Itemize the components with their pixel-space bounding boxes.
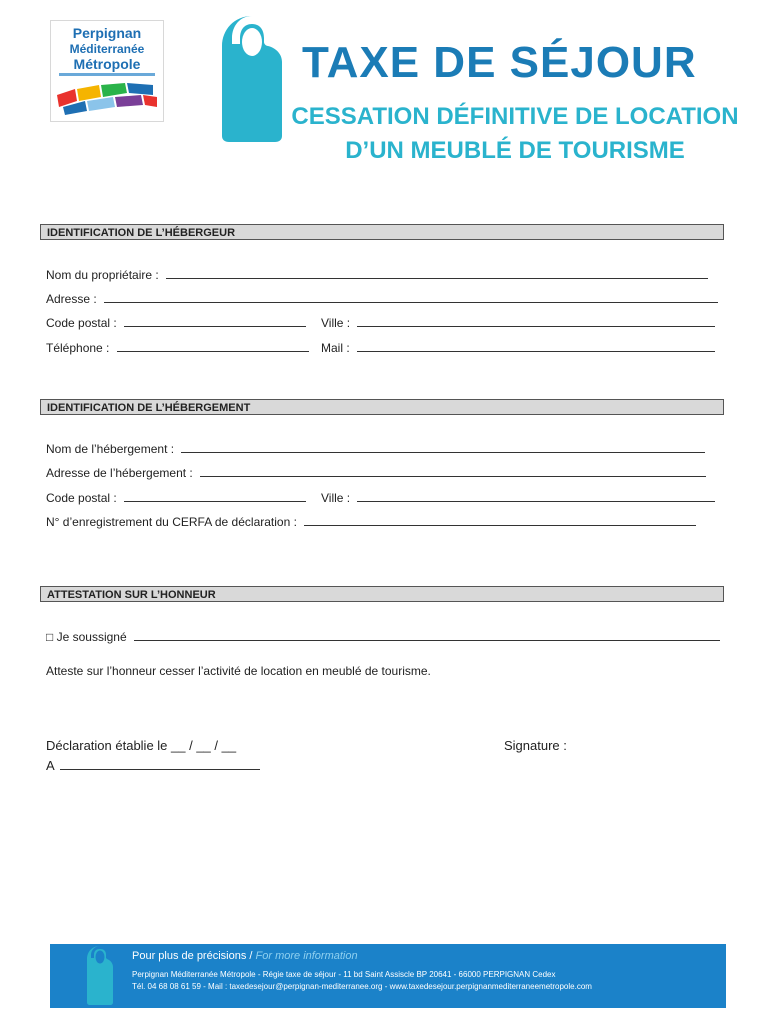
- page-title: TAXE DE SÉJOUR: [302, 38, 697, 87]
- section-header-hebergement: IDENTIFICATION DE L’HÉBERGEMENT: [40, 399, 724, 415]
- lodging-postcode-row: [46, 490, 306, 505]
- postcode-label: Code postal :: [46, 316, 117, 330]
- undersigned-field[interactable]: [134, 629, 720, 641]
- footer-contact[interactable]: Tél. 04 68 08 61 59 - Mail : taxedesejour@perpignan-mediterranee.org - www.taxedesejour.perpignanmediterraneemetropole.com: [132, 982, 592, 991]
- logo-map-blocks: [55, 81, 159, 117]
- postcode-row: [46, 315, 306, 330]
- section-header-attestation: ATTESTATION SUR L’HONNEUR: [40, 586, 724, 602]
- lodging-address-row: [46, 465, 706, 480]
- page-subtitle: [290, 100, 740, 168]
- lodging-postcode-field[interactable]: [124, 490, 306, 502]
- address-label: Adresse :: [46, 292, 97, 306]
- place-label: A: [46, 758, 55, 773]
- metropole-logo: [50, 20, 164, 122]
- signature-label: Signature :: [504, 738, 567, 753]
- undersigned-row: [46, 629, 720, 644]
- lodging-postcode-label: Code postal :: [46, 491, 117, 505]
- door-hanger-icon: [220, 14, 284, 144]
- mail-label: Mail :: [321, 341, 350, 355]
- cerfa-row: [46, 514, 696, 529]
- logo-line1: Perpignan: [72, 25, 142, 41]
- lodging-address-field[interactable]: [200, 465, 706, 477]
- cerfa-label: N° d’enregistrement du CERFA de déclaration :: [46, 515, 297, 529]
- address-field[interactable]: [104, 291, 718, 303]
- logo-line3: Métropole: [73, 56, 141, 72]
- postcode-field[interactable]: [124, 315, 306, 327]
- phone-row: [46, 340, 309, 355]
- place-row: [46, 758, 260, 773]
- lodging-city-label: Ville :: [321, 491, 351, 505]
- phone-field[interactable]: [117, 340, 309, 352]
- owner-name-label: Nom du propriétaire :: [46, 268, 159, 282]
- subtitle-line1: CESSATION DÉFINITIVE DE LOCATION: [291, 103, 739, 130]
- section-header-hebergeur: IDENTIFICATION DE L’HÉBERGEUR: [40, 224, 724, 240]
- logo-tagline-bar: [59, 73, 155, 76]
- footer-heading: [132, 950, 358, 962]
- cerfa-field[interactable]: [304, 514, 696, 526]
- mail-row: [321, 340, 715, 355]
- declaration-date[interactable]: Déclaration établie le __ / __ / __: [46, 738, 237, 753]
- footer-heading-fr: Pour plus de précisions /: [132, 950, 253, 962]
- subtitle-line2: D’UN MEUBLÉ DE TOURISME: [345, 137, 685, 164]
- footer-address: Perpignan Méditerranée Métropole - Régie taxe de séjour - 11 bd Saint Assiscle BP 20641 - 66000 PERPIGNAN Cedex: [132, 970, 556, 979]
- footer-heading-en: For more information: [255, 950, 358, 962]
- lodging-name-field[interactable]: [181, 441, 705, 453]
- city-row: [321, 315, 715, 330]
- lodging-city-field[interactable]: [357, 490, 715, 502]
- phone-label: Téléphone :: [46, 341, 110, 355]
- owner-name-row: [46, 267, 708, 282]
- attestation-statement: Atteste sur l’honneur cesser l’activité de location en meublé de tourisme.: [46, 664, 431, 678]
- lodging-name-label: Nom de l’hébergement :: [46, 442, 175, 456]
- city-label: Ville :: [321, 316, 351, 330]
- place-field[interactable]: [60, 758, 260, 770]
- lodging-city-row: [321, 490, 715, 505]
- address-row: [46, 291, 718, 306]
- undersigned-checkbox[interactable]: □ Je soussigné: [46, 630, 127, 644]
- lodging-name-row: [46, 441, 705, 456]
- mail-field[interactable]: [357, 340, 715, 352]
- owner-name-field[interactable]: [166, 267, 708, 279]
- footer-banner: [50, 944, 726, 1008]
- logo-line2: Méditerranée: [69, 42, 145, 56]
- city-field[interactable]: [357, 315, 715, 327]
- lodging-address-label: Adresse de l’hébergement :: [46, 466, 193, 480]
- footer-door-hanger-icon: [86, 944, 114, 1006]
